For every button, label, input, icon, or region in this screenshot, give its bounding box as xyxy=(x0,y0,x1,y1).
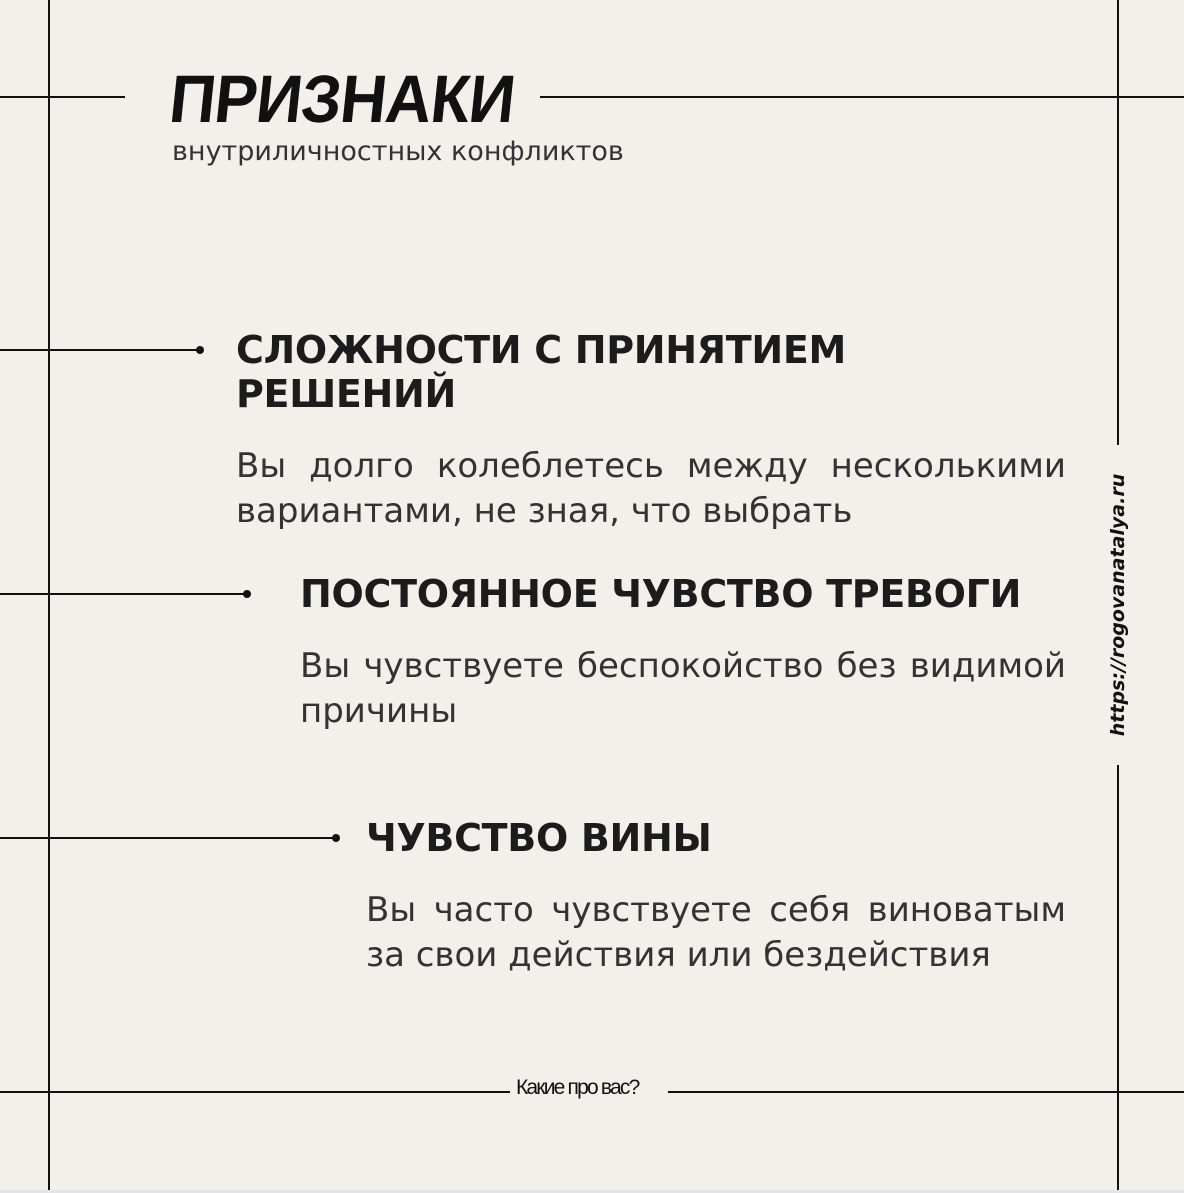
item-bullet-dot xyxy=(332,834,340,842)
item-text: Вы долго колеблетесь между несколькими вариантами, не зная, что выбрать xyxy=(236,446,1066,531)
item-connector-line xyxy=(0,349,200,351)
item-heading: ЧУВСТВО ВИНЫ xyxy=(366,816,712,860)
list-item xyxy=(236,328,1066,534)
item-connector-line xyxy=(0,837,336,839)
item-text: Вы чувствуете беспокойство без видимой причины xyxy=(300,646,1066,731)
list-item xyxy=(300,572,1066,734)
frame-line-bottom-right xyxy=(668,1091,1184,1093)
side-url-link[interactable]: https://rogovanatalya.ru xyxy=(1107,473,1129,737)
frame-line-right-bottom xyxy=(1117,765,1119,1190)
page-subtitle: внутриличностных конфликтов xyxy=(172,136,624,167)
frame-line-left xyxy=(48,0,50,1190)
item-text: Вы часто чувствуете себя виноватым за свои действия или бездействия xyxy=(366,890,1066,975)
item-heading: ПОСТОЯННОЕ ЧУВСТВО ТРЕВОГИ xyxy=(300,572,1022,616)
item-bullet-dot xyxy=(243,590,251,598)
side-url-container xyxy=(1098,445,1138,765)
item-heading: СЛОЖНОСТИ С ПРИНЯТИЕМ РЕШЕНИЙ xyxy=(236,328,847,416)
page-title: ПРИЗНАКИ xyxy=(166,61,519,137)
item-connector-line xyxy=(0,593,247,595)
frame-line-top-left xyxy=(0,96,125,98)
frame-line-top-right xyxy=(540,96,1184,98)
item-bullet-dot xyxy=(196,346,204,354)
footer-question: Какие про вас? xyxy=(516,1076,639,1099)
frame-line-right-top xyxy=(1117,0,1119,445)
frame-line-bottom-left xyxy=(0,1091,510,1093)
list-item xyxy=(366,816,1066,978)
